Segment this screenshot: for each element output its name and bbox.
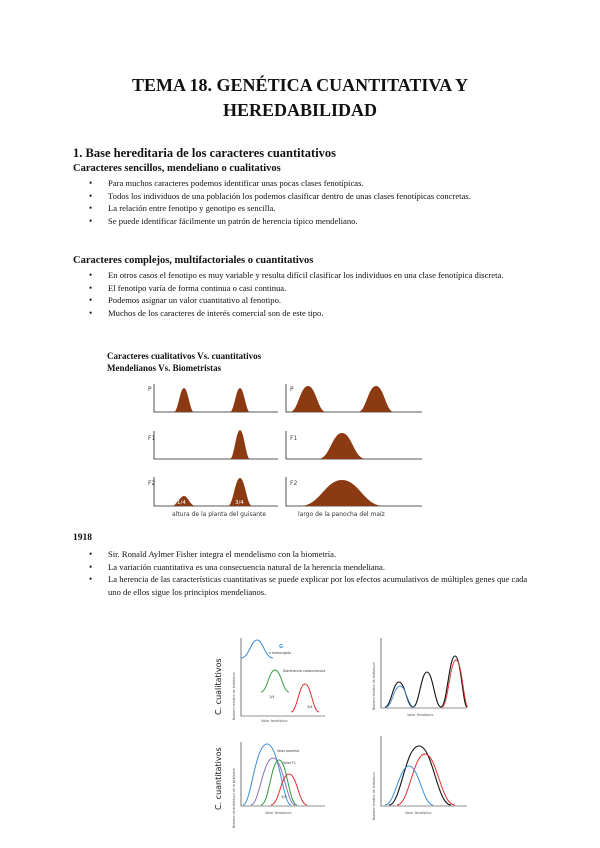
curve-black	[385, 656, 467, 707]
x-label: Valor fenotípico	[261, 719, 288, 723]
axis	[381, 736, 467, 806]
y-label: Número relativo de individuos	[372, 772, 376, 820]
y-label: Número de individuos de la población	[232, 767, 236, 828]
annotation-d: 3/4	[307, 705, 313, 709]
annotation-c: 1/4	[269, 695, 275, 699]
peak-p-tall	[230, 388, 250, 412]
annotation-three-quarters: 3/4	[235, 500, 244, 506]
list-item: • Se puede identificar fácilmente un patrón de herencia típico mendeliano.	[73, 215, 528, 228]
y-label: Número relativo de individuos	[232, 672, 236, 720]
label-cuantitativos: C. cuantitativos	[214, 747, 223, 810]
figure-qualitative-vs-quantitative	[205, 630, 475, 840]
list-item: • La variación cuantitativa es una consecuencia natural de la herencia mendeliana.	[73, 561, 528, 574]
axis	[381, 638, 467, 708]
list-item: • Podemos asignar un valor cuantitativo al fenotipo.	[73, 294, 528, 307]
list-item: • Para muchos caracteres podemos identificar unas pocas clases fenotípicas.	[73, 177, 528, 190]
panel-top-left	[232, 638, 325, 723]
curve-red	[291, 684, 319, 712]
x-label: Valor fenotípico	[265, 811, 292, 815]
panel-top-right	[372, 638, 468, 717]
quantitative-list	[73, 269, 528, 319]
list-item: • La relación entre fenotipo y genotipo es sencilla.	[73, 202, 528, 215]
list-item: • Todos los individuos de una población los podemos clasificar dentro de unas clases fenotípicas concretas.	[73, 190, 528, 203]
right-x-label: largo de la panocha del maíz	[298, 511, 385, 518]
row-label-f2: F2	[148, 480, 156, 487]
subheading-quantitative: Caracteres complejos, multifactoriales o cuantitativos	[73, 255, 314, 266]
curve-red	[271, 774, 307, 805]
list-item: • La herencia de las características cuantitativas se puede explicar por los efectos acumulativos de múltiples genes que cada uno de ellos sigue los principios mendelianos.	[73, 573, 528, 598]
subheading-qualitative: Caracteres sencillos, mendeliano o cualitativos	[73, 163, 281, 174]
annotation-b: Dominancia codominancia	[283, 669, 326, 673]
peak-f1	[230, 430, 250, 459]
axis	[154, 477, 278, 506]
annotation-c: 3/4	[281, 795, 287, 799]
label-cualitativos: C. cualitativos	[214, 658, 223, 715]
list-item: • Muchos de los caracteres de interés comercial son de este tipo.	[73, 307, 528, 320]
row-label-f1: F1	[290, 435, 298, 442]
list-item: • El fenotipo varía de forma continua o casi continua.	[73, 282, 528, 295]
annotation-g: G	[279, 644, 284, 650]
row-label-p: P	[290, 386, 294, 393]
title-line-2: HEREDABILIDAD	[222, 100, 378, 120]
left-x-label: altura de la planta del guisante	[172, 511, 267, 518]
peak-f2	[300, 480, 384, 506]
row-label-p: P	[148, 386, 152, 393]
annotation-a: a homocigoto	[269, 651, 291, 655]
row-label-f1: F1	[148, 435, 156, 442]
figure-mendel-vs-biometry	[140, 378, 430, 524]
left-panel	[148, 384, 278, 518]
panel-bottom-right	[372, 736, 467, 820]
axis	[154, 384, 278, 412]
annotation-b: Valor F1	[283, 761, 296, 765]
fisher-list	[73, 548, 528, 598]
title-line-1: TEMA 18. GENÉTICA CUANTITATIVA Y	[132, 75, 468, 95]
peak-p-right	[358, 386, 394, 412]
curve-green	[261, 670, 289, 692]
annotation-one-quarter: 1/4	[177, 500, 186, 506]
curve-purple	[251, 758, 295, 805]
annotation-a: Valor parental	[277, 749, 300, 753]
curve-black	[389, 746, 451, 805]
qualitative-list	[73, 177, 528, 227]
right-panel	[286, 384, 422, 518]
caption-line-1: Caracteres cualitativos Vs. cuantitativos	[107, 351, 262, 361]
row-label-f2: F2	[290, 480, 298, 487]
x-label: Valor fenotípico	[405, 811, 432, 815]
list-item: • Sir. Ronald Aylmer Fisher integra el mendelismo con la biometría.	[73, 548, 528, 561]
panel-bottom-left	[232, 742, 325, 828]
axis	[154, 431, 278, 459]
x-label: Valor fenotípico	[407, 713, 434, 717]
peak-p-left	[290, 386, 326, 412]
figure-caption	[107, 350, 261, 374]
y-label: Número relativo de individuos	[372, 662, 376, 710]
list-item: • En otros casos el fenotipo es muy variable y resulta difícil clasificar los individuos en una clase fenotípica discreta.	[73, 269, 528, 282]
page-title	[60, 73, 540, 123]
peak-f1	[318, 433, 366, 459]
section-heading-1: 1. Base hereditaria de los caracteres cuantitativos	[73, 146, 337, 160]
year-heading: 1918	[73, 533, 92, 543]
peak-p-short	[174, 388, 194, 412]
caption-line-2: Mendelianos Vs. Biometristas	[107, 363, 222, 373]
curve-blue	[241, 640, 273, 658]
